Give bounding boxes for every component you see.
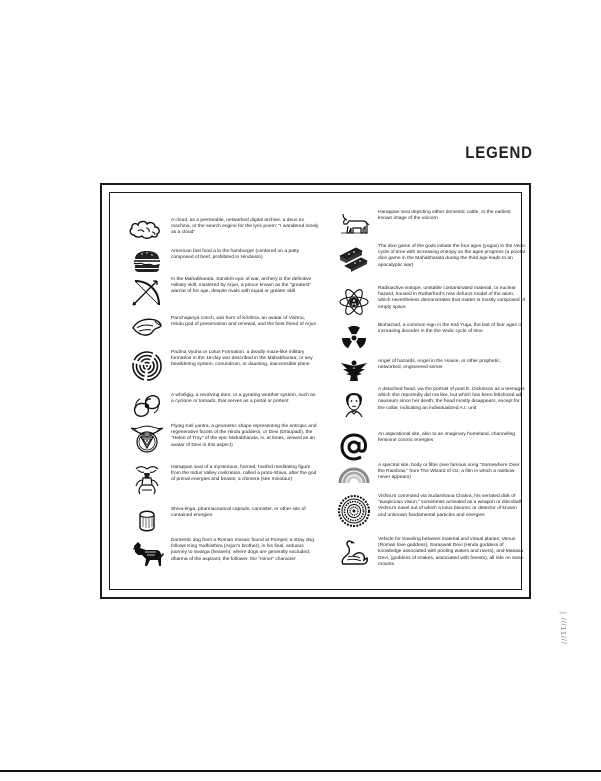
yantra-icon — [130, 424, 164, 454]
legend-entry-text: Angel of hazards, Angel in the House, or other prophetic, networked, engineered server — [378, 359, 501, 371]
legend-entry-text: Panchajanya conch, war horn of Krishna, an avatar of Vishnu, Hindu god of preservation and renewal, and the best friend of Arjun — [171, 316, 317, 328]
legend-entry-bow — [128, 277, 319, 307]
legend-entry-yantra — [128, 424, 319, 454]
cloud-icon — [128, 218, 166, 240]
legend-entry-dog — [128, 538, 319, 568]
legend-entry-text: The dice game of the gods initiate the four ages (yugas) in the Vedic cycle of time with increasing entropy as the ages progress (a pivotal dice game in the Mahabharata during the third age leads to an apocalyptic war) — [378, 244, 526, 268]
legend-entry-hamburger — [128, 249, 319, 273]
legend-entry-text: Biohazard, a common sign in the Kali Yuga, the last of four ages of increasing disorder in the the Vedic cycle of time — [378, 323, 523, 335]
legend-entry-portrait-head — [335, 387, 526, 421]
legend-entry-harappan-figure — [128, 465, 319, 497]
legend-entry-conch — [128, 316, 319, 340]
whirligig-icon — [132, 393, 162, 419]
legend-entry-text: Flying Kali yantra, a geometric shape representing the entropic and regenerative facets of the Hindu goddess, or Devi (Draupadi), the "Helen of Troy" of the epic Mahabharata, is, at times, viewed as an avatar of Devi in this aspect) — [171, 424, 317, 448]
legend-entry-text: A spectral site, body or filter (see famous song "Somewhere Over the Rainbow," from The Wizard of Oz, a film in which a rainbow never appears) — [378, 463, 520, 481]
page-number: | ///11/// — [559, 612, 566, 645]
portrait-head-icon — [340, 387, 368, 421]
legend-entry-text: An aspirational site, akin to an imaginary homeland, channeling feminine cosmic energies — [378, 432, 516, 444]
legend-entry-text: Radioactive isotope, unstable contaminated material, or nuclear hazard, housed in Rutherford's now defunct model of the atom, which nevertheless demonstrates that matter is mostly composed of empty space — [378, 286, 526, 310]
legend-entry-at-sign — [335, 432, 526, 462]
legend-entry-angel — [335, 359, 526, 385]
rainbow-icon — [338, 463, 370, 485]
hamburger-icon — [132, 249, 162, 273]
chakra-icon — [337, 494, 371, 528]
bow-arrow-icon — [131, 277, 163, 307]
legend-entry-atom — [335, 286, 526, 318]
legend-entry-text: Harappan seal of a mysterious, horned, hoofed meditating figure from the Indus Valley civilization, called a proto-Shiva, after the god of primal energies and beasts; a chimera (see minotaur) — [171, 465, 317, 483]
swan-icon — [338, 537, 370, 567]
legend-entry-shiva-linga — [128, 507, 319, 533]
legend-entry-whirligig — [128, 393, 319, 419]
conch-icon — [131, 316, 163, 340]
legend-entry-bull — [335, 210, 526, 236]
bottom-rule — [0, 770, 601, 772]
legend-entry-text: Harappan seal depicting either domestic cattle, or the earliest known image of the unicorn — [378, 210, 511, 222]
radiation-icon — [339, 323, 369, 353]
legend-entry-radiation — [335, 323, 526, 353]
legend-entry-text: A detached head, via the portrait of poet E. Dickinson as a teenager, which she reportedly did not like, but which has been fetishized ad nauseum since her death; the head mostly disappears, except for the collar, indicating an individualized A.I. unit — [378, 387, 526, 411]
maze-icon — [131, 350, 163, 382]
harappan-figure-icon — [132, 465, 162, 497]
bull-icon — [337, 210, 371, 236]
legend-entry-cloud — [128, 218, 319, 240]
legend-entry-dice — [335, 244, 526, 274]
legend-entry-maze — [128, 350, 319, 382]
legend-entry-text: A whirligig, a revolving door, or a gyrating weather system, such as a cyclone or tornado, that serves as a portal or portent — [171, 393, 316, 405]
legend-entry-chakra — [335, 494, 526, 528]
legend-entry-text: Domestic dog from a Roman mosaic found at Pompei; a stray dog follows King Yudhisthira (Arjun's brother), in his final, arduous journey to swarga (heaven), where dogs are generally excluded; dharma of the aspirant, the follower, the "minor" character — [171, 538, 314, 562]
dog-icon — [130, 538, 164, 568]
legend-entry-text: Padma Vyuha or Lotus Formation, a deadly maze-like military formation in the 18-day war described in the Mahabharata; or any bewildering system, conundrum, or daunting, inaccessible plane — [171, 350, 313, 368]
legend-entry-swan — [335, 537, 526, 568]
legend-entry-text: In the Mahabharata, Sanskrit epic of war, archery is the definitive military skill, mastered by Arjun, a prince known as the "greatest" warrior of his age, despite rivals with equal or greater skill — [171, 277, 312, 295]
at-sign-icon — [339, 432, 369, 462]
legend-entry-text: Shiva-linga, pharmaceutical capsule, cannister, or other site of contained energies — [171, 507, 306, 519]
legend-entry-text: A cloud, as a permeable, networked digital archive, a deus ex machina, or the search engine for the lyric poem: "I wandered lonely as a cloud" — [171, 218, 319, 236]
legend-entry-text: Vishnu's command via Sudarshana Chakra, his serrated disk of "auspicious vision," sometimes activated as a weapon or discoball; Vishnu's navel out of which a lotus blooms; or detector of known and unknown fundamental particles and energies — [378, 494, 523, 518]
shiva-linga-icon — [136, 507, 158, 533]
legend-entry-text: Vehicle for traveling between material and virtual planes; Venus (Roman love goddess), Saraswati Devi (Hindu goddess of knowledge associated with pooling waters and rivers), and Manasa Devi, (goddess of snakes, associated with forests), all ride on swan mounts — [378, 537, 524, 567]
legend-entry-rainbow — [335, 463, 526, 485]
legend-heading: LEGEND — [465, 143, 533, 162]
angel-icon — [339, 359, 369, 385]
dice-icon — [337, 244, 371, 274]
atom-icon — [338, 286, 370, 318]
legend-entry-text: American fast food a la the hamburger (centered on a patty composed of beef, prohibited in Hinduism) — [171, 249, 300, 261]
